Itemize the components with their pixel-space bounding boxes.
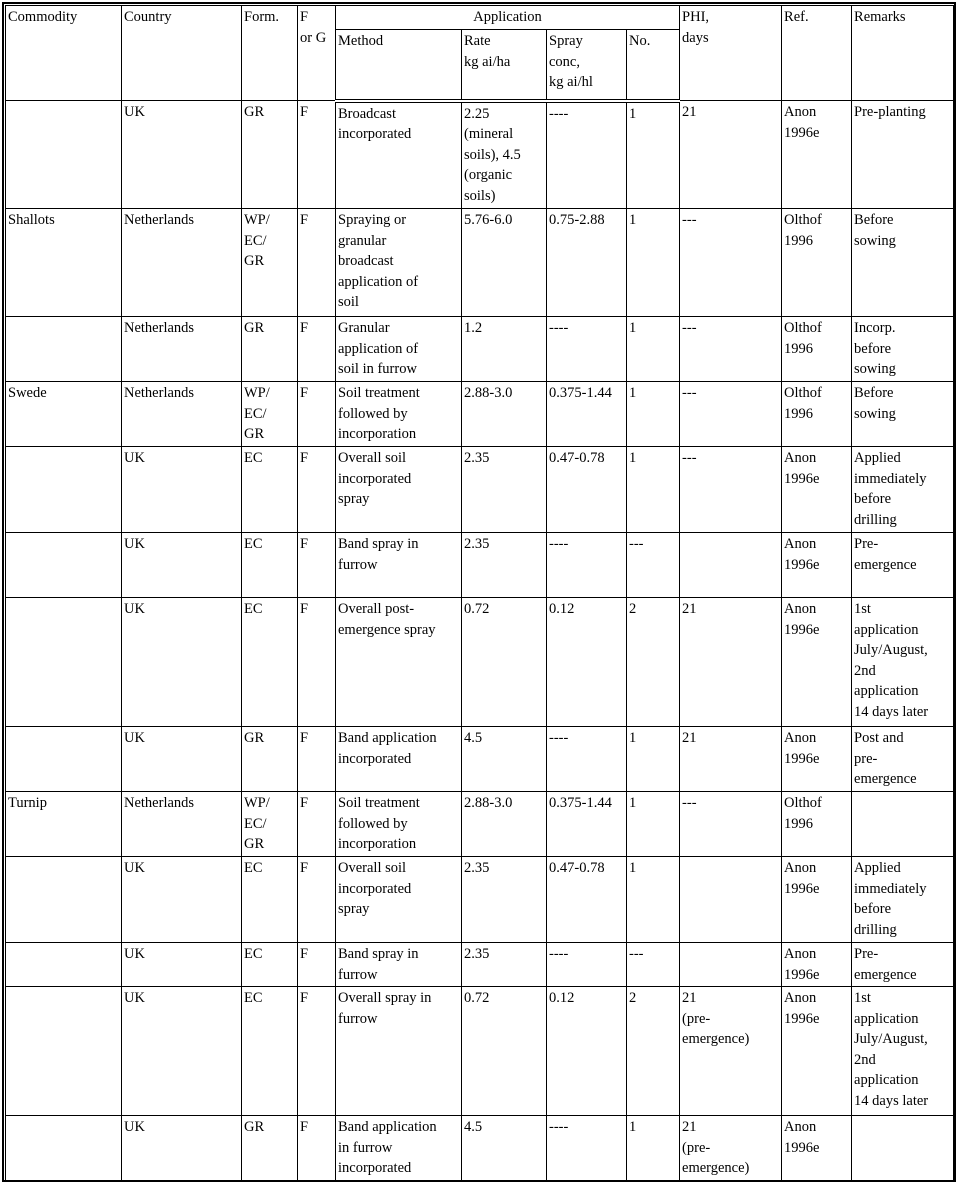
cell-ref: Anon 1996e (782, 987, 852, 1116)
cell-method: Band spray in furrow (336, 533, 462, 598)
cell-phi: --- (680, 382, 782, 447)
cell-commodity (6, 857, 122, 943)
cell-f: F (298, 1116, 336, 1181)
cell-phi (680, 943, 782, 987)
cell-remarks: Incorp. before sowing (852, 317, 954, 382)
cell-rate: 4.5 (462, 1116, 547, 1181)
cell-ref: Anon 1996e (782, 598, 852, 727)
cell-f: F (298, 727, 336, 792)
table-row (6, 209, 954, 317)
cell-rate: 2.35 (462, 857, 547, 943)
cell-remarks: 1st application July/August, 2nd application 14 days later (852, 598, 954, 727)
cell-no: 1 (627, 857, 680, 943)
cell-conc: ---- (547, 943, 627, 987)
table-row (6, 317, 954, 382)
cell-commodity: Shallots (6, 209, 122, 317)
table-row (6, 382, 954, 447)
cell-method: Band application in furrow incorporated (336, 1116, 462, 1181)
cell-form: EC (242, 598, 298, 727)
cell-country: UK (122, 598, 242, 727)
cell-country: UK (122, 987, 242, 1116)
cell-conc: 0.47-0.78 (547, 447, 627, 533)
cell-method: Overall soil incorporated spray (336, 857, 462, 943)
cell-commodity (6, 1116, 122, 1181)
cell-method: Spraying or granular broadcast application of soil (336, 209, 462, 317)
cell-ref: Anon 1996e (782, 447, 852, 533)
table-row (6, 792, 954, 857)
cell-form: WP/ EC/ GR (242, 382, 298, 447)
cell-phi: --- (680, 447, 782, 533)
cell-phi (680, 533, 782, 598)
cell-phi: 21 (680, 727, 782, 792)
cell-method: Band spray in furrow (336, 943, 462, 987)
cell-method: Band application incorporated (336, 727, 462, 792)
table-row (6, 533, 954, 598)
cell-method: Soil treatment followed by incorporation (336, 382, 462, 447)
cell-conc: 0.375-1.44 (547, 382, 627, 447)
cell-f: F (298, 792, 336, 857)
cell-commodity (6, 598, 122, 727)
cell-ref: Anon 1996e (782, 1116, 852, 1181)
cell-ref: Anon 1996e (782, 727, 852, 792)
cell-form: GR (242, 101, 298, 209)
cell-phi: 21 (680, 101, 782, 209)
cell-rate: 0.72 (462, 598, 547, 727)
cell-conc: ---- (547, 533, 627, 598)
cell-conc: 0.375-1.44 (547, 792, 627, 857)
cell-ref: Anon 1996e (782, 533, 852, 598)
cell-phi (680, 857, 782, 943)
header-country: Country (122, 6, 242, 101)
cell-form: EC (242, 987, 298, 1116)
cell-remarks: Applied immediately before drilling (852, 447, 954, 533)
cell-ref: Anon 1996e (782, 943, 852, 987)
cell-method: Overall spray in furrow (336, 987, 462, 1116)
cell-no: 2 (627, 987, 680, 1116)
table-row (6, 1116, 954, 1181)
cell-remarks: Before sowing (852, 382, 954, 447)
cell-country: UK (122, 727, 242, 792)
cell-ref: Olthof 1996 (782, 792, 852, 857)
cell-f: F (298, 101, 336, 209)
cell-ref: Olthof 1996 (782, 317, 852, 382)
cell-method: Broadcast incorporated (336, 101, 462, 209)
cell-conc: 0.75-2.88 (547, 209, 627, 317)
cell-remarks: Pre- emergence (852, 943, 954, 987)
header-phi: PHI, days (680, 6, 782, 101)
cell-method: Overall post- emergence spray (336, 598, 462, 727)
table-row (6, 857, 954, 943)
cell-phi: 21 (680, 598, 782, 727)
cell-form: GR (242, 727, 298, 792)
cell-conc: 0.12 (547, 987, 627, 1116)
cell-rate: 2.88-3.0 (462, 792, 547, 857)
table-row (6, 447, 954, 533)
cell-country: UK (122, 533, 242, 598)
cell-form: EC (242, 943, 298, 987)
cell-country: Netherlands (122, 317, 242, 382)
cell-commodity (6, 101, 122, 209)
cell-phi: --- (680, 792, 782, 857)
cell-rate: 0.72 (462, 987, 547, 1116)
cell-no: 1 (627, 792, 680, 857)
cell-method: Overall soil incorporated spray (336, 447, 462, 533)
cell-ref: Anon 1996e (782, 101, 852, 209)
cell-phi: 21 (pre- emergence) (680, 987, 782, 1116)
cell-remarks (852, 1116, 954, 1181)
cell-conc: 0.47-0.78 (547, 857, 627, 943)
cell-no: --- (627, 533, 680, 598)
cell-form: GR (242, 1116, 298, 1181)
cell-form: WP/ EC/ GR (242, 209, 298, 317)
cell-remarks: Before sowing (852, 209, 954, 317)
cell-conc: ---- (547, 1116, 627, 1181)
cell-commodity: Turnip (6, 792, 122, 857)
cell-no: 2 (627, 598, 680, 727)
cell-no: 1 (627, 1116, 680, 1181)
cell-phi: --- (680, 317, 782, 382)
cell-f: F (298, 598, 336, 727)
cell-method: Granular application of soil in furrow (336, 317, 462, 382)
cell-rate: 2.35 (462, 447, 547, 533)
cell-phi: --- (680, 209, 782, 317)
table-header (6, 6, 954, 101)
cell-ref: Anon 1996e (782, 857, 852, 943)
cell-country: Netherlands (122, 792, 242, 857)
header-application: Application (336, 6, 680, 30)
table-row (6, 987, 954, 1116)
cell-f: F (298, 987, 336, 1116)
cell-f: F (298, 447, 336, 533)
header-ref: Ref. (782, 6, 852, 101)
cell-commodity (6, 727, 122, 792)
cell-commodity (6, 943, 122, 987)
cell-remarks: 1st application July/August, 2nd application 14 days later (852, 987, 954, 1116)
header-no: No. (627, 30, 680, 101)
cell-commodity (6, 447, 122, 533)
table-row (6, 943, 954, 987)
cell-conc: 0.12 (547, 598, 627, 727)
cell-remarks: Post and pre- emergence (852, 727, 954, 792)
cell-f: F (298, 533, 336, 598)
table-body (6, 101, 954, 1181)
cell-form: EC (242, 447, 298, 533)
cell-conc: ---- (547, 317, 627, 382)
cell-rate: 4.5 (462, 727, 547, 792)
cell-rate: 1.2 (462, 317, 547, 382)
header-commodity: Commodity (6, 6, 122, 101)
cell-phi: 21 (pre- emergence) (680, 1116, 782, 1181)
cell-no: 1 (627, 382, 680, 447)
cell-country: UK (122, 101, 242, 209)
cell-remarks: Applied immediately before drilling (852, 857, 954, 943)
application-table (5, 5, 954, 1181)
table-row (6, 101, 954, 209)
cell-commodity (6, 987, 122, 1116)
cell-no: 1 (627, 209, 680, 317)
cell-country: UK (122, 1116, 242, 1181)
cell-ref: Olthof 1996 (782, 209, 852, 317)
cell-f: F (298, 317, 336, 382)
cell-form: EC (242, 533, 298, 598)
header-rate: Rate kg ai/ha (462, 30, 547, 101)
cell-remarks (852, 792, 954, 857)
cell-ref: Olthof 1996 (782, 382, 852, 447)
cell-commodity (6, 317, 122, 382)
cell-rate: 2.25 (mineral soils), 4.5 (organic soils) (462, 101, 547, 209)
cell-f: F (298, 943, 336, 987)
cell-rate: 2.35 (462, 533, 547, 598)
table-row (6, 598, 954, 727)
cell-country: Netherlands (122, 209, 242, 317)
cell-rate: 5.76-6.0 (462, 209, 547, 317)
cell-rate: 2.88-3.0 (462, 382, 547, 447)
header-f-or-g: F or G (298, 6, 336, 101)
cell-form: GR (242, 317, 298, 382)
table-row (6, 727, 954, 792)
cell-commodity: Swede (6, 382, 122, 447)
header-remarks: Remarks (852, 6, 954, 101)
cell-conc: ---- (547, 101, 627, 209)
cell-remarks: Pre-planting (852, 101, 954, 209)
cell-country: UK (122, 943, 242, 987)
header-form: Form. (242, 6, 298, 101)
cell-no: 1 (627, 101, 680, 209)
cell-remarks: Pre- emergence (852, 533, 954, 598)
cell-f: F (298, 209, 336, 317)
cell-f: F (298, 382, 336, 447)
cell-form: WP/ EC/ GR (242, 792, 298, 857)
cell-country: Netherlands (122, 382, 242, 447)
cell-no: 1 (627, 447, 680, 533)
cell-no: 1 (627, 727, 680, 792)
header-spray-conc: Spray conc, kg ai/hl (547, 30, 627, 101)
cell-conc: ---- (547, 727, 627, 792)
cell-commodity (6, 533, 122, 598)
cell-form: EC (242, 857, 298, 943)
cell-country: UK (122, 857, 242, 943)
cell-no: 1 (627, 317, 680, 382)
cell-rate: 2.35 (462, 943, 547, 987)
cell-method: Soil treatment followed by incorporation (336, 792, 462, 857)
cell-no: --- (627, 943, 680, 987)
cell-country: UK (122, 447, 242, 533)
header-method: Method (336, 30, 462, 101)
cell-f: F (298, 857, 336, 943)
